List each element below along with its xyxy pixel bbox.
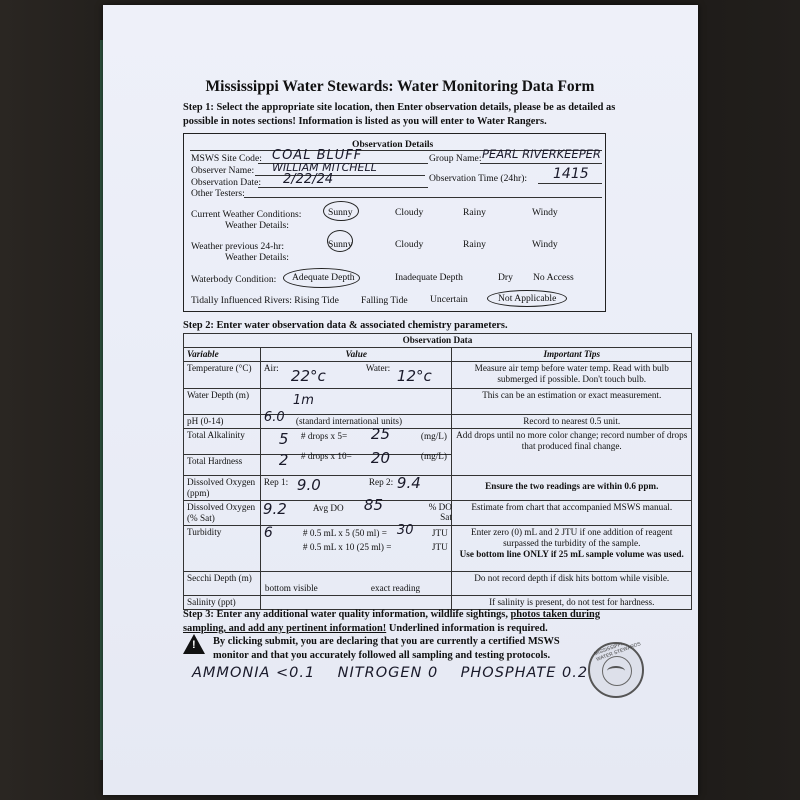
depth-tip: This can be an estimation or exact measurement. xyxy=(452,389,692,415)
warning-line2: monitor and that you accurately followed all sampling and testing protocols. xyxy=(213,650,551,661)
hard-unit: (mg/L) xyxy=(420,451,447,461)
weather-label: Current Weather Conditions: xyxy=(191,209,302,220)
date-line xyxy=(258,187,428,188)
do-sat-value[interactable]: 9.2 xyxy=(262,500,287,518)
time-value[interactable]: 1415 xyxy=(553,166,589,182)
time-label: Observation Time (24hr): xyxy=(429,173,528,184)
step2-label: Step 2: Enter water observation data & associated chemistry parameters. xyxy=(183,320,508,331)
tidal-label: Tidally Influenced Rivers: Rising Tide xyxy=(191,295,339,306)
waterbody-dry-option[interactable]: Dry xyxy=(498,272,513,283)
col-value: Value xyxy=(260,348,452,362)
alk-value[interactable]: 25 xyxy=(370,425,391,443)
step1-line1: Step 1: Select the appropriate site location, then Enter observation details, please be as detailed as xyxy=(183,102,616,113)
weather-sunny-circle xyxy=(323,201,359,221)
ph-tip: Record to nearest 0.5 unit. xyxy=(452,415,692,429)
testers-label: Other Testers: xyxy=(191,188,245,199)
turb-line2: # 0.5 mL x 10 (25 ml) = xyxy=(302,542,392,552)
weather-sunny-option[interactable]: Sunny xyxy=(328,207,353,218)
prev-sunny-option[interactable]: Sunny xyxy=(328,239,353,250)
turb-unit1: JTU xyxy=(431,528,448,538)
weather-cloudy-option[interactable]: Cloudy xyxy=(395,207,424,218)
testers-line xyxy=(244,197,602,198)
salinity-variable: Salinity (ppt) xyxy=(184,596,261,610)
turb-drops[interactable]: 6 xyxy=(263,525,273,541)
warning-icon: ! xyxy=(183,634,205,654)
table-row xyxy=(184,501,692,526)
hard-drops[interactable]: 2 xyxy=(278,451,289,469)
prev-sunny-circle xyxy=(327,230,353,252)
time-line xyxy=(538,183,602,184)
rep2-value[interactable]: 9.4 xyxy=(396,474,421,492)
tidal-na-option[interactable]: Not Applicable xyxy=(498,293,557,304)
ph-value[interactable]: 6.0 xyxy=(263,410,285,425)
col-tips: Important Tips xyxy=(452,348,692,362)
hard-variable: Total Hardness xyxy=(184,455,261,476)
seal-text: MISSISSIPPI WATER STEWARDS xyxy=(593,641,642,663)
waterbody-inadequate-option[interactable]: Inadequate Depth xyxy=(395,272,463,283)
temp-tip: Measure air temp before water temp. Read with bulb submerged if possible. Don't touch bulb. xyxy=(452,362,692,389)
secchi-tip: Do not record depth if disk hits bottom while visible. xyxy=(452,572,692,596)
avg-do-value[interactable]: 85 xyxy=(363,496,384,514)
date-value[interactable]: 2/22/24 xyxy=(283,172,334,187)
rep1-label: Rep 1: xyxy=(263,477,289,487)
do-sat-tip: Estimate from chart that accompanied MSWS manual. xyxy=(452,501,692,526)
table-row xyxy=(184,362,692,389)
step3-line1-a: Step 3: Enter any additional water quality information, wildlife sightings, xyxy=(183,609,511,620)
alk-drops[interactable]: 5 xyxy=(278,430,289,448)
observer-label: Observer Name: xyxy=(191,165,255,176)
prev-weather-details-label: Weather Details: xyxy=(225,252,289,263)
observation-data-table xyxy=(183,333,692,610)
secchi-exact[interactable]: exact reading xyxy=(370,583,421,593)
salinity-tip: If salinity is present, do not test for hardness. xyxy=(452,596,692,610)
turb-line1: # 0.5 mL x 5 (50 ml) = xyxy=(302,528,387,538)
depth-value[interactable]: 1m xyxy=(292,393,314,408)
temp-variable: Temperature (°C) xyxy=(184,362,261,389)
step3-line2-b: Underlined information is required. xyxy=(386,623,548,634)
alk-variable: Total Alkalinity xyxy=(184,429,261,455)
turb-tip-b: Use bottom line ONLY if 25 mL sample volume was used. xyxy=(459,549,684,559)
waterbody-noaccess-option[interactable]: No Access xyxy=(533,272,574,283)
waterbody-adequate-option[interactable]: Adequate Depth xyxy=(292,272,355,283)
secchi-variable: Secchi Depth (m) xyxy=(184,572,261,596)
alk-unit: (mg/L) xyxy=(420,431,447,441)
details-heading: Observation Details xyxy=(352,139,434,150)
weather-windy-option[interactable]: Windy xyxy=(532,207,558,218)
group-value[interactable]: PEARL RIVERKEEPER xyxy=(482,147,601,161)
group-line xyxy=(480,163,602,164)
page-title: Mississippi Water Stewards: Water Monitoring Data Form xyxy=(205,78,595,95)
air-label: Air: xyxy=(263,363,279,373)
waterbody-label: Waterbody Condition: xyxy=(191,274,277,285)
tidal-falling-option[interactable]: Falling Tide xyxy=(361,295,408,306)
table-heading: Observation Data xyxy=(184,334,692,348)
secchi-bottom[interactable]: bottom visible xyxy=(264,583,318,593)
observer-value[interactable]: WILLIAM MITCHELL xyxy=(272,161,377,174)
alk-mult: # drops x 5= xyxy=(300,431,348,441)
step3-line1-b: photos taken during xyxy=(510,609,601,620)
observer-line xyxy=(255,175,425,176)
ph-variable: pH (0-14) xyxy=(184,415,261,429)
prev-windy-option[interactable]: Windy xyxy=(532,239,558,250)
water-value[interactable]: 12°c xyxy=(396,367,432,385)
depth-variable: Water Depth (m) xyxy=(184,389,261,415)
prev-weather-label: Weather previous 24-hr: xyxy=(191,241,284,252)
group-label: Group Name: xyxy=(429,153,482,164)
prev-cloudy-option[interactable]: Cloudy xyxy=(395,239,424,250)
table-row xyxy=(184,572,692,596)
site-code-value[interactable]: COAL BLUFF xyxy=(272,148,363,163)
air-value[interactable]: 22°c xyxy=(290,367,326,385)
hard-value[interactable]: 20 xyxy=(370,449,391,467)
tidal-uncertain-option[interactable]: Uncertain xyxy=(430,294,468,305)
water-label: Water: xyxy=(365,363,391,373)
warning-line1: By clicking submit, you are declaring that you are currently a certified MSWS xyxy=(213,636,560,647)
weather-details-label: Weather Details: xyxy=(225,220,289,231)
prev-rainy-option[interactable]: Rainy xyxy=(463,239,486,250)
turb-unit2: JTU xyxy=(431,542,448,552)
col-variable: Variable xyxy=(184,348,261,362)
do-sat-variable: Dissolved Oxygen (% Sat) xyxy=(184,501,261,526)
weather-rainy-option[interactable]: Rainy xyxy=(463,207,486,218)
table-row xyxy=(184,476,692,501)
turb-value[interactable]: 30 xyxy=(396,523,414,538)
do-sat-unit: % DO Sat xyxy=(428,502,452,522)
table-row xyxy=(184,526,692,572)
date-label: Observation Date: xyxy=(191,177,262,188)
handwritten-notes[interactable]: AMMONIA <0.1 NITROGEN 0 PHOSPHATE 0.2 xyxy=(192,665,589,681)
rep1-value[interactable]: 9.0 xyxy=(296,476,321,494)
alk-tip: Add drops until no more color change; record number of drops that produced final change. xyxy=(452,429,692,476)
table-row xyxy=(184,415,692,429)
waterbody-adequate-circle xyxy=(283,268,360,288)
turb-tip-a: Enter zero (0) mL and 2 JTU if one addition of reagent surpassed the turbidity of the sample. xyxy=(471,527,673,548)
table-row xyxy=(184,389,692,415)
do-ppm-variable: Dissolved Oxygen (ppm) xyxy=(184,476,261,501)
hard-mult: # drops x 10= xyxy=(300,451,352,461)
site-code-label: MSWS Site Code: xyxy=(191,153,262,164)
avg-do-label: Avg DO xyxy=(312,503,344,513)
step1-line2: possible in notes sections! Information is listed as you will enter to Water Rangers. xyxy=(183,116,547,127)
do-ppm-tip: Ensure the two readings are within 0.6 ppm. xyxy=(452,476,692,501)
tidal-na-circle xyxy=(487,290,567,307)
turb-variable: Turbidity xyxy=(184,526,261,572)
ph-unit: (standard international units) xyxy=(295,416,403,426)
step3-line2-a: sampling, and add any pertinent information! xyxy=(183,623,387,634)
msws-seal-logo xyxy=(588,642,644,698)
rep2-label: Rep 2: xyxy=(368,477,394,487)
